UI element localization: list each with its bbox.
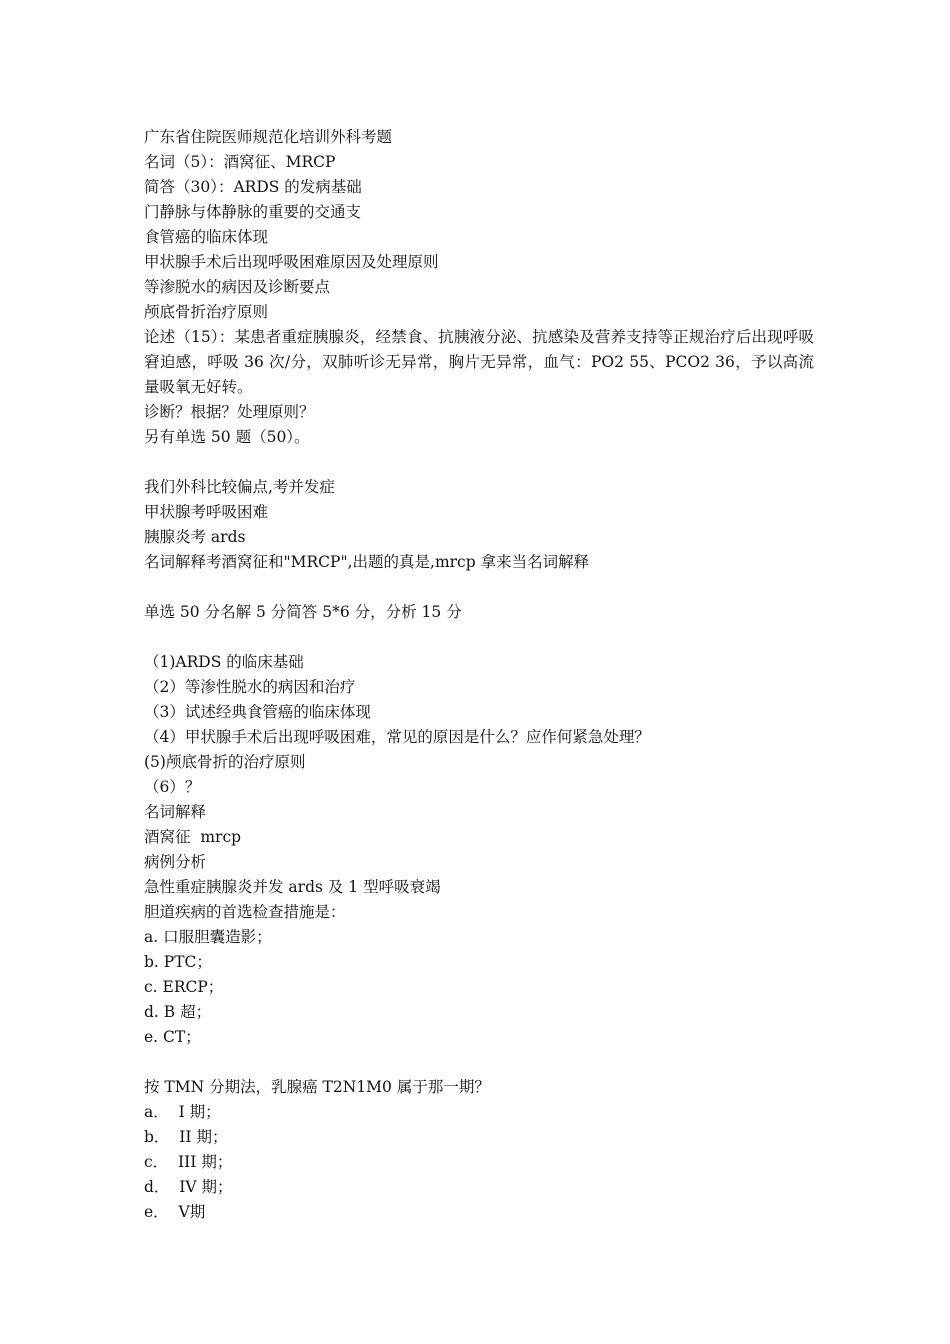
text-line: 名词（5）：酒窝征、MRCP [144,153,336,171]
text-line: 胰腺炎考 ards [144,528,246,546]
text-line: 食管癌的临床体现 [144,228,269,246]
blank-line [144,575,814,600]
question-option: c. ERCP； [144,978,224,996]
text-line: 我们外科比较偏点,考并发症 [144,478,335,496]
question-option: e. CT； [144,1028,201,1046]
question-option: a. 口服胆囊造影； [144,928,272,946]
text-line: （4）甲状腺手术后出现呼吸困难，常见的原因是什么？应作何紧急处理？ [144,728,650,746]
question-option: c． III 期； [144,1153,233,1171]
document-title: 广东省住院医师规范化培训外科考题 [144,128,393,146]
document-body [144,125,814,1225]
text-line: 名词解释 [144,803,207,821]
text-line: 酒窝征 mrcp [144,828,242,846]
question-option: d. B 超； [144,1003,212,1021]
text-line: 颅底骨折治疗原则 [144,303,269,321]
text-line: （3）试述经典食管癌的临床体现 [144,703,371,721]
question-stem: 胆道疾病的首选检查措施是： [144,903,346,921]
blank-line [144,450,814,475]
text-line: 甲状腺考呼吸困难 [144,503,269,521]
question-option: b. PTC； [144,953,212,971]
question-option: e． Ⅴ期 [144,1203,206,1221]
text-line: (5)颅底骨折的治疗原则 [144,753,306,771]
blank-line [144,1050,814,1075]
question-option: d． IV 期； [144,1178,233,1196]
text-line: （2）等渗性脱水的病因和治疗 [144,678,356,696]
text-line: 等渗脱水的病因及诊断要点 [144,278,331,296]
text-line: 病例分析 [144,853,207,871]
text-line: 另有单选 50 题（50）。 [144,428,310,446]
blank-line [144,625,814,650]
text-line: 急性重症胰腺炎并发 ards 及 1 型呼吸衰竭 [144,878,441,896]
text-line: 门静脉与体静脉的重要的交通支 [144,203,362,221]
text-line: （1)ARDS 的临床基础 [144,653,304,671]
text-line: 诊断？根据？处理原则？ [144,403,315,421]
question-option: a． I 期； [144,1103,221,1121]
text-line: （6）？ [144,778,201,796]
text-line: 简答（30）：ARDS 的发病基础 [144,178,362,196]
text-line: 单选 50 分名解 5 分简答 5*6 分，分析 15 分 [144,603,462,621]
essay-paragraph: 论述（15）：某患者重症胰腺炎，经禁食、抗胰液分泌、抗感染及营养支持等正规治疗后出现呼吸窘迫感，呼吸 36 次/分，双肺听诊无异常，胸片无异常，血气：PO2 55、PCO2 36，予以高流量吸氧无好转。 [144,328,814,396]
question-option: b． II 期； [144,1128,228,1146]
text-line: 名词解释考酒窝征和"MRCP",出题的真是,mrcp 拿来当名词解释 [144,553,590,571]
text-line: 甲状腺手术后出现呼吸困难原因及处理原则 [144,253,439,271]
question-stem: 按 TMN 分期法，乳腺癌 T2N1M0 属于那一期？ [144,1078,490,1096]
